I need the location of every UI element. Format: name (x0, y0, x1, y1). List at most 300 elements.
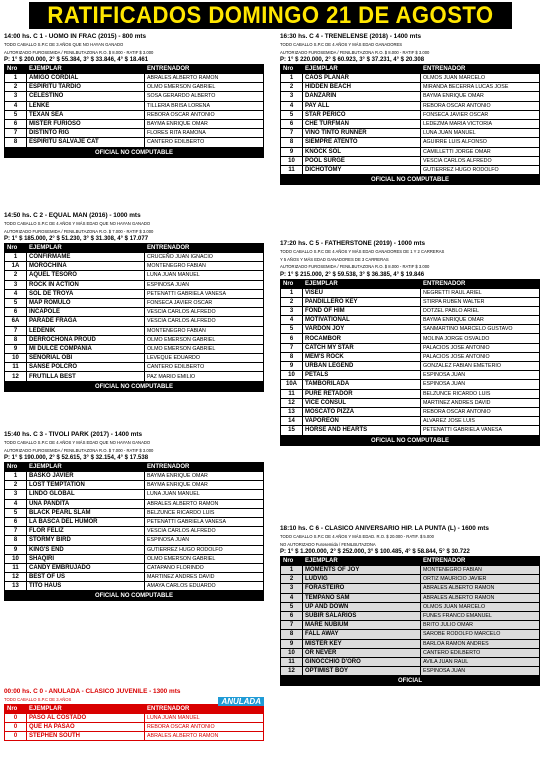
entry-number: 5 (5, 508, 27, 517)
table-row (281, 147, 540, 156)
trainer-name: PETENATTI GABRIELA VANESA (421, 426, 540, 435)
table-row (5, 326, 264, 335)
entry-number: 10A (281, 380, 303, 389)
header-trainer: ENTRENADOR (421, 65, 540, 74)
entry-number: 4 (281, 593, 303, 602)
trainer-name: OLMO EMERSON GABRIEL (145, 344, 264, 353)
horse-name: PARADE FRAGA (27, 317, 145, 326)
race-conditions: AUTORIZADO FUROSEMIDA / FENILBUTAZONA R.O. $ 8.000 - RATIF $ 3.000 (4, 49, 154, 55)
table-row (5, 508, 264, 517)
race-conditions: TODO CABALLO S.P.C DE 3 AÑOS (4, 697, 72, 702)
header-nro: Nro (5, 463, 27, 472)
trainer-name: OLMOS JUAN MARCELO (421, 602, 540, 611)
horse-name: MOTIVATIONAL (303, 316, 421, 325)
trainer-name: VESCIA CARLOS ALFREDO (145, 317, 264, 326)
horse-name: PETALS (303, 371, 421, 380)
horse-name: CAOS PLANAR (303, 74, 421, 83)
trainer-name: REBORA OSCAR ANTONIO (145, 722, 264, 731)
race-status-footer: OFICIAL (280, 676, 540, 686)
header-trainer: ENTRENADOR (421, 279, 540, 288)
header-nro: Nro (5, 65, 27, 74)
horse-name: VICE CONSUL (303, 398, 421, 407)
trainer-name: BELZUNCE RICARDO LUIS (421, 389, 540, 398)
entry-number: 2 (281, 297, 303, 306)
horse-name: LUDVIG (303, 575, 421, 584)
trainer-name: ABRALES ALBERTO RAMON (145, 731, 264, 740)
table-row (281, 288, 540, 297)
horse-name: CATCH MY STAR (303, 343, 421, 352)
trainer-name: OLMOS JUAN MARCELO (421, 74, 540, 83)
horse-name: UP AND DOWN (303, 602, 421, 611)
horse-name: VARDON JOY (303, 325, 421, 334)
horse-name: MOMENTS OF JOY (303, 566, 421, 575)
trainer-name: LEDEZMA MARIA VICTORIA (421, 119, 540, 128)
table-row (5, 253, 264, 262)
entry-number: 11 (281, 657, 303, 666)
entry-number: 5 (5, 110, 27, 119)
race-card-c3 (4, 431, 264, 601)
table-row (281, 101, 540, 110)
table-row (281, 380, 540, 389)
horse-name: TITO HAUS (27, 582, 145, 591)
trainer-name: GONZALEZ FABIAN EMETERIO (421, 362, 540, 371)
horse-name: SANSE POLCRO (27, 363, 145, 372)
table-row (5, 554, 264, 563)
header-nro: Nro (281, 557, 303, 566)
header-trainer: ENTRENADOR (421, 557, 540, 566)
horse-name: MOSCATO PIZZA (303, 407, 421, 416)
trainer-name: BAYMA ENRIQUE OMAR (421, 92, 540, 101)
entry-number: 1A (5, 262, 27, 271)
table-row (5, 344, 264, 353)
trainer-name: LUNA JUAN MANUEL (145, 490, 264, 499)
horse-name: LEDENIK (27, 326, 145, 335)
horse-name: FORASTEIRO (303, 584, 421, 593)
race-conditions: TODO CABALLO S.P.C DE 4 AÑOS Y MÁS EDAD QUE NO HAYAN GANADO (4, 440, 151, 445)
table-row (5, 262, 264, 271)
trainer-name: ABRALES ALBERTO RAMON (421, 584, 540, 593)
horse-name: POOL SURGE (303, 156, 421, 165)
table-row (281, 343, 540, 352)
horse-name: CELESTINO (27, 92, 145, 101)
entry-number: 8 (5, 138, 27, 147)
entry-number: 9 (5, 344, 27, 353)
horse-name: DICHOTOMY (303, 165, 421, 174)
trainer-name: AVILA JUAN RAUL (421, 657, 540, 666)
horse-name: STORMY BIRD (27, 536, 145, 545)
entry-number: 10 (5, 354, 27, 363)
trainer-name: BRITO JULIO OMAR (421, 621, 540, 630)
entry-number: 1 (281, 288, 303, 297)
entry-number: 6 (5, 308, 27, 317)
race-prizes: P: 1° $ 215.000, 2° $ 59.538, 3° $ 36.385, 4° $ 19.846 (280, 271, 425, 278)
table-row (281, 611, 540, 620)
entries-table (280, 556, 540, 676)
race-prizes: P: 1° $ 185.000, 2° $ 51.230, 3° $ 31.308, 4° $ 17.077 (4, 236, 149, 242)
table-row (281, 165, 540, 174)
table-row (5, 731, 264, 740)
entry-number: 11 (5, 563, 27, 572)
entry-number: 0 (5, 722, 27, 731)
entry-number: 2 (5, 83, 27, 92)
trainer-name: CANTERO EDILBERTO (145, 138, 264, 147)
trainer-name: LUNA JUAN MANUEL (421, 129, 540, 138)
entries-table (4, 243, 264, 382)
trainer-name: MONTENEGRO FABIAN (421, 566, 540, 575)
horse-name: AQUEL TESORO (27, 271, 145, 280)
trainer-name: CAMILLETTI JORGE OMAR (421, 147, 540, 156)
trainer-name: FUNES FRANCO EMANUEL (421, 611, 540, 620)
header-trainer: ENTRENADOR (145, 65, 264, 74)
header-horse: EJEMPLAR (27, 244, 145, 253)
horse-name: SOL DE TROYA (27, 289, 145, 298)
table-row (5, 481, 264, 490)
table-row (281, 417, 540, 426)
horse-name: ROCK IN ACTION (27, 280, 145, 289)
entry-number: 7 (281, 343, 303, 352)
horse-name: MOROCHINA (27, 262, 145, 271)
table-row (5, 354, 264, 363)
entry-number: 9 (281, 639, 303, 648)
table-row (5, 289, 264, 298)
table-row (5, 582, 264, 591)
entries-table (280, 279, 540, 436)
entry-number: 13 (5, 582, 27, 591)
trainer-name: PALACIOS JOSE ANTONIO (421, 352, 540, 361)
header-trainer: ENTRENADOR (145, 463, 264, 472)
horse-name: ESPIRITU SALVAJE CAT (27, 138, 145, 147)
horse-name: UNA PANDITA (27, 499, 145, 508)
entry-number: 3 (5, 490, 27, 499)
trainer-name: MARTINEZ ANDRES DAVID (145, 573, 264, 582)
table-row (281, 426, 540, 435)
horse-name: DERROCHONA PROUD (27, 335, 145, 344)
header-horse: EJEMPLAR (27, 463, 145, 472)
trainer-name: MIRANDA BECERRA LUCAS JOSE (421, 83, 540, 92)
race-title: 00:00 hs. C 0 - ANULADA - CLASICO JUVENILE - 1300 mts (4, 688, 181, 695)
entry-number: 3 (281, 306, 303, 315)
entry-number: 8 (281, 352, 303, 361)
horse-name: STAR PERICO (303, 110, 421, 119)
entry-number: 8 (5, 536, 27, 545)
trainer-name: PALACIOS JOSE ANTONIO (421, 343, 540, 352)
table-row (281, 639, 540, 648)
table-row (281, 83, 540, 92)
entry-number: 7 (5, 326, 27, 335)
race-title: 14:00 hs. C 1 - UOMO IN FRAC (2015) - 800 mts (4, 33, 147, 40)
horse-name: SHAQIRI (27, 554, 145, 563)
trainer-name: BAYMA ENRIQUE OMAR (145, 119, 264, 128)
trainer-name: ABRALES ALBERTO RAMON (145, 499, 264, 508)
horse-name: SUBIR SALARIOS (303, 611, 421, 620)
trainer-name: ESPINOSA JUAN (145, 536, 264, 545)
entry-number: 10 (281, 648, 303, 657)
table-row (281, 648, 540, 657)
entry-number: 11 (5, 363, 27, 372)
entry-number: 11 (281, 389, 303, 398)
trainer-name: BAYMA ENRIQUE OMAR (145, 472, 264, 481)
entry-number: 10 (281, 156, 303, 165)
entry-number: 3 (281, 92, 303, 101)
horse-name: DANZARIN (303, 92, 421, 101)
entries-table (4, 704, 264, 742)
horse-name: MI DULCE COMPAÑIA (27, 344, 145, 353)
table-row (281, 593, 540, 602)
table-row (281, 621, 540, 630)
horse-name: MEM'S ROCK (303, 352, 421, 361)
entry-number: 13 (281, 407, 303, 416)
table-row (281, 334, 540, 343)
entry-number: 7 (281, 621, 303, 630)
race-card-c4 (280, 33, 540, 185)
horse-name: DISTINTO RIG (27, 129, 145, 138)
entry-number: 3 (5, 280, 27, 289)
entry-number: 2 (281, 575, 303, 584)
table-row (281, 156, 540, 165)
race-conditions: Y 5 AÑOS Y MÁS EDAD GANADORES DE 3 CARRERAS (280, 256, 389, 262)
entry-number: 14 (281, 417, 303, 426)
horse-name: URBAN LEGEND (303, 362, 421, 371)
horse-name: FRUTILLA BEST (27, 372, 145, 381)
table-row (5, 490, 264, 499)
race-title: 16:30 hs. C 4 - TRENELENSE (2018) - 1400 mts (280, 33, 422, 40)
table-row (5, 713, 264, 722)
entry-number: 4 (5, 499, 27, 508)
header-trainer: ENTRENADOR (145, 244, 264, 253)
race-title: 17:20 hs. C 5 - FATHERSTONE (2019) - 1000 mts (280, 240, 426, 247)
race-status-footer: OFICIAL NO COMPUTABLE (4, 591, 264, 601)
entry-number: 8 (5, 335, 27, 344)
horse-name: BEST OF US (27, 573, 145, 582)
race-prizes: P: 1° $ 200.000, 2° $ 55.384, 3° $ 33.846, 4° $ 18.461 (4, 57, 149, 63)
race-title: 18:10 hs. C 6 - CLASICO ANIVERSARIO HIP. LA PUNTA (L) - 1600 mts (280, 525, 489, 532)
race-card-c6 (280, 525, 540, 686)
table-row (5, 499, 264, 508)
trainer-name: ESPINOSA JUAN (421, 371, 540, 380)
entry-number: 12 (281, 667, 303, 676)
trainer-name: PETENATTI GABRIELA VANESA (145, 289, 264, 298)
trainer-name: NEGRETTI RAUL ARIEL (421, 288, 540, 297)
trainer-name: BELZUNCE RICARDO LUIS (145, 508, 264, 517)
horse-name: LA BASCA DEL HUMOR (27, 517, 145, 526)
trainer-name: GUTIERREZ HUGO RODOLFO (145, 545, 264, 554)
race-conditions: TODO CABALLO S.P.C DE 4 AÑOS Y MÁS EDAD. R.O. $ 20.000 - RATIF. $ 5.000 (280, 534, 434, 539)
table-row (281, 575, 540, 584)
horse-name: OPTIMIST BOY (303, 667, 421, 676)
table-row (281, 74, 540, 83)
trainer-name: CANTERO EDILBERTO (145, 363, 264, 372)
table-row (5, 298, 264, 307)
trainer-name: DOTZEL PABLO ARIEL (421, 306, 540, 315)
race-conditions: NO AUTORIZADO Furosemida / FENILBUTAZONA (280, 541, 376, 547)
horse-name: BASKO JAVIER (27, 472, 145, 481)
trainer-name: BAYMA ENRIQUE OMAR (145, 481, 264, 490)
entries-table (280, 64, 540, 175)
horse-name: CONFIRMAME (27, 253, 145, 262)
horse-name: MISTER KEY (303, 639, 421, 648)
race-conditions: TODO CABALLO S.P.C DE 3 AÑOS QUE NO HAYAN GANADO (4, 42, 124, 47)
horse-name: LENKE (27, 101, 145, 110)
horse-name: STEPHEN SOUTH (27, 731, 145, 740)
table-row (281, 325, 540, 334)
horse-name: QUE HA PASAO (27, 722, 145, 731)
horse-name: VAPOREON (303, 417, 421, 426)
trainer-name: CRUCEÑO JUAN IGNACIO (145, 253, 264, 262)
entries-table (4, 462, 264, 591)
table-row (281, 119, 540, 128)
trainer-name: SOSA GERARDO ALBERTO (145, 92, 264, 101)
trainer-name: REBORA OSCAR ANTONIO (421, 407, 540, 416)
entry-number: 4 (281, 316, 303, 325)
table-row (5, 271, 264, 280)
trainer-name: ESPINOSA JUAN (421, 667, 540, 676)
trainer-name: TILLERIA BRISA LORENA (145, 101, 264, 110)
horse-name: HORSE AND HEARTS (303, 426, 421, 435)
entry-number: 7 (281, 129, 303, 138)
table-row (281, 584, 540, 593)
table-row (5, 74, 264, 83)
horse-name: CANDY EMBRUJADO (27, 563, 145, 572)
table-row (281, 602, 540, 611)
horse-name: SIEMPRE ATENTO (303, 138, 421, 147)
table-row (5, 545, 264, 554)
race-conditions: TODO CABALLO S.P.C DE 4 AÑOS Y MÁS EDAD QUE NO HAYAN GANADO (4, 221, 151, 226)
trainer-name: OLMO EMERSON GABRIEL (145, 335, 264, 344)
table-row (281, 129, 540, 138)
trainer-name: LEVEQUE EDUARDO (145, 354, 264, 363)
entry-number: 6A (5, 317, 27, 326)
table-row (5, 138, 264, 147)
table-row (281, 657, 540, 666)
entry-number: 6 (281, 611, 303, 620)
entry-number: 12 (281, 398, 303, 407)
header-nro: Nro (5, 244, 27, 253)
race-prizes: P: 1° $ 1.200.000, 2° $ 252.000, 3° $ 100.485, 4° $ 58.844, 5° $ 30.722 (280, 549, 470, 555)
trainer-name: OLMO EMERSON GABRIEL (145, 83, 264, 92)
entry-number: 4 (281, 101, 303, 110)
table-row (281, 630, 540, 639)
table-row (281, 362, 540, 371)
horse-name: MARE NUBIUM (303, 621, 421, 630)
header-horse: EJEMPLAR (27, 704, 145, 713)
entry-number: 6 (281, 334, 303, 343)
trainer-name: ESPINOSA JUAN (421, 380, 540, 389)
entry-number: 6 (281, 119, 303, 128)
table-row (5, 722, 264, 731)
table-row (5, 517, 264, 526)
entry-number: 7 (5, 129, 27, 138)
horse-name: FLOR FELIZ (27, 527, 145, 536)
entry-number: 1 (281, 566, 303, 575)
horse-name: PURE RETADOR (303, 389, 421, 398)
entry-number: 15 (281, 426, 303, 435)
horse-name: PANDILLERO KEY (303, 297, 421, 306)
horse-name: PAY ALL (303, 101, 421, 110)
trainer-name: VESCIA CARLOS ALFREDO (145, 527, 264, 536)
table-row (5, 363, 264, 372)
trainer-name: FONSECA JAVIER OSCAR (421, 110, 540, 119)
table-row (5, 101, 264, 110)
race-title: 15:40 hs. C 3 - TIVOLI PARK (2017) - 1400 mts (4, 431, 143, 438)
horse-name: MISTER FURIOSO (27, 119, 145, 128)
trainer-name: BARLOA RAMON ANDRES (421, 639, 540, 648)
horse-name: GINOCCHIO D'ORO (303, 657, 421, 666)
entry-number: 2 (5, 271, 27, 280)
horse-name: VISEU (303, 288, 421, 297)
horse-name: PASO AL COSTADO (27, 713, 145, 722)
horse-name: VINO TINTO RUNNER (303, 129, 421, 138)
trainer-name: ORTIZ MAURICIO JAVIER (421, 575, 540, 584)
table-row (281, 92, 540, 101)
race-conditions: AUTORIZADO FUROSEMIDA / FENILBUTAZONA R.O. $ 8.000 - RATIF $ 3.000 (280, 49, 430, 55)
horse-name: TEXAN SEA (27, 110, 145, 119)
entry-number: 3 (5, 92, 27, 101)
entry-number: 9 (281, 362, 303, 371)
entry-number: 8 (281, 138, 303, 147)
trainer-name: STIRPA RUBEN WALTER (421, 297, 540, 306)
table-row (5, 119, 264, 128)
entry-number: 1 (5, 74, 27, 83)
race-prizes: P: 1° $ 190.000, 2° $ 52.615, 3° $ 32.154, 4° $ 17.538 (4, 455, 149, 461)
table-row (5, 280, 264, 289)
table-row (5, 335, 264, 344)
table-row (281, 316, 540, 325)
table-row (5, 372, 264, 381)
entry-number: 4 (5, 101, 27, 110)
table-row (281, 306, 540, 315)
entry-number: 0 (5, 731, 27, 740)
entry-number: 11 (281, 165, 303, 174)
header-horse: EJEMPLAR (27, 65, 145, 74)
table-row (5, 536, 264, 545)
race-title: 14:50 hs. C 2 - EQUAL MAN (2016) - 1000 mts (4, 212, 141, 219)
table-row (5, 573, 264, 582)
entry-number: 2 (5, 481, 27, 490)
header-trainer: ENTRENADOR (145, 704, 264, 713)
header-horse: EJEMPLAR (303, 65, 421, 74)
entry-number: 5 (281, 602, 303, 611)
trainer-name: BAYMA ENRIQUE OMAR (421, 316, 540, 325)
entry-number: 7 (5, 527, 27, 536)
trainer-name: LUNA JUAN MANUEL (145, 713, 264, 722)
entry-number: 2 (281, 83, 303, 92)
horse-name: LINDO GLOBAL (27, 490, 145, 499)
entry-number: 12 (5, 372, 27, 381)
trainer-name: REBORA OSCAR ANTONIO (421, 101, 540, 110)
horse-name: CHE TURFMAN (303, 119, 421, 128)
race-conditions: AUTORIZADO FUROSEMIDA / FENILBUTAZONA R.O. $ 7.000 - RATIF $ 3.000 (4, 228, 154, 234)
horse-name: OR NEVER (303, 648, 421, 657)
table-row (281, 566, 540, 575)
trainer-name: FLORES RITA RAMONA (145, 129, 264, 138)
race-conditions: TODO CABALLO S.P.C DE 4 AÑOS Y MÁS EDAD GANADORES DE 1 Y 2 CARRERAS (280, 249, 445, 254)
header-nro: Nro (281, 65, 303, 74)
race-conditions: TODO CABALLO S.P.C DE 4 AÑOS Y MÁS EDAD GANADORES (280, 42, 403, 47)
table-row (281, 371, 540, 380)
trainer-name: PETENATTI GABRIELA VANESA (145, 517, 264, 526)
header-horse: EJEMPLAR (303, 557, 421, 566)
table-row (5, 92, 264, 101)
entry-number: 3 (281, 584, 303, 593)
entry-number: 6 (5, 119, 27, 128)
trainer-name: CANTERO EDILBERTO (421, 648, 540, 657)
table-row (5, 308, 264, 317)
entry-number: 1 (5, 253, 27, 262)
table-row (281, 138, 540, 147)
race-conditions: AUTORIZADO FUROSEMIDA / FENILBUTAZONA R.O. $ 7.000 - RATIF $ 3.000 (4, 447, 154, 453)
trainer-name: MARTINEZ ANDRES DAVID (421, 398, 540, 407)
entry-number: 0 (5, 713, 27, 722)
